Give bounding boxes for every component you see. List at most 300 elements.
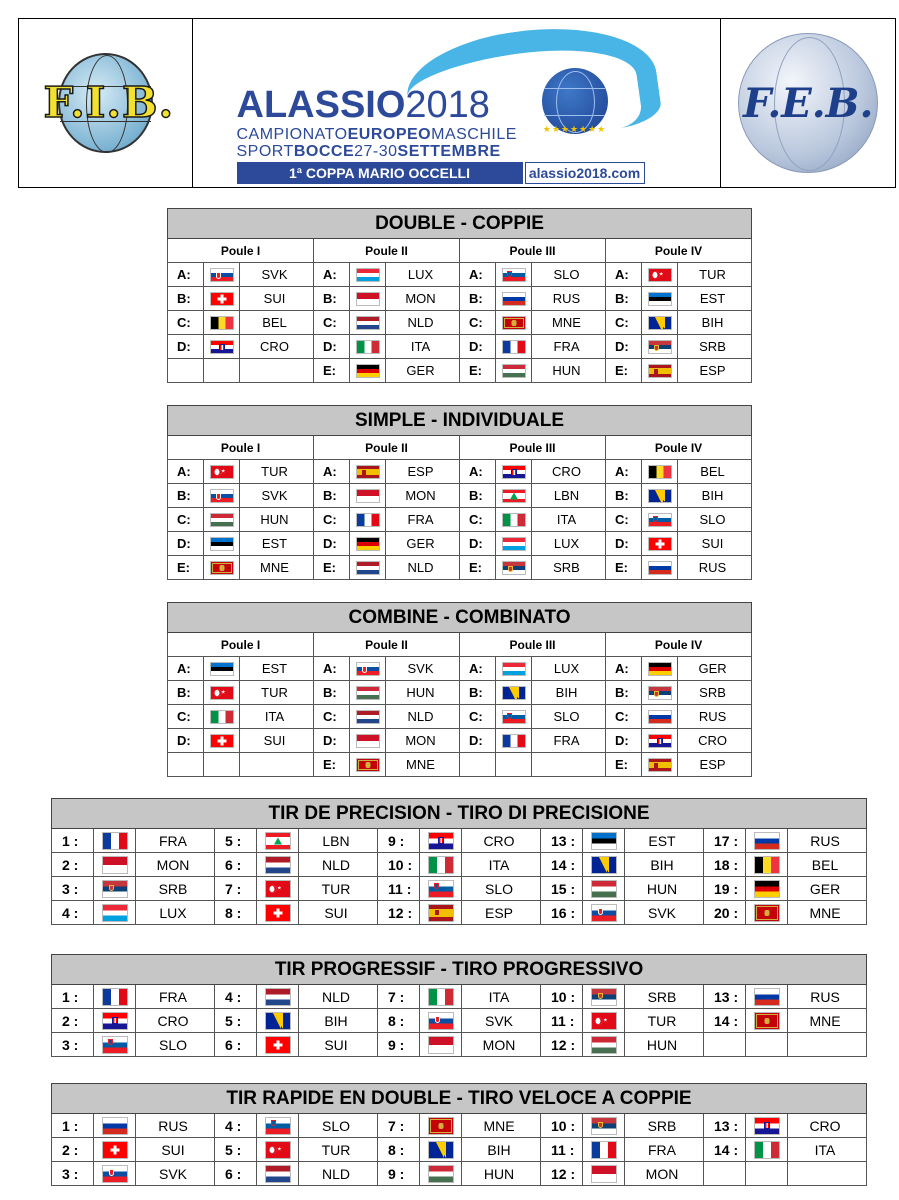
slot-label: B: [168,681,204,705]
country-code: NLD [386,311,460,335]
country-code: MNE [532,311,606,335]
country-code: BIH [299,1009,378,1033]
slot-label: E: [606,359,642,383]
flag-cell [496,657,532,681]
rank-label: 4 : [215,985,257,1009]
tir-table [51,954,867,1057]
country-code: ITA [462,985,541,1009]
country-code: TUR [240,460,314,484]
flag-cell [642,532,678,556]
country-code: LBN [532,484,606,508]
flag-cell [350,705,386,729]
flag-cell [583,1114,625,1138]
country-code: BEL [678,460,752,484]
flag-cell [642,484,678,508]
slot-label: A: [606,657,642,681]
flag-cell [204,335,240,359]
flag-cell [420,1033,462,1057]
slot-label: E: [314,359,350,383]
country-code: MNE [462,1114,541,1138]
country-code: SLO [532,263,606,287]
country-code: BEL [788,853,867,877]
event-logo-cell [193,19,722,187]
rank-label: 19 : [704,877,746,901]
country-code: SVK [240,484,314,508]
table-row [168,508,752,532]
flag-cell [583,853,625,877]
slot-label: B: [168,484,204,508]
country-code: FRA [136,829,215,853]
flag-mon-icon [356,489,380,503]
country-code: SUI [240,729,314,753]
country-code: RUS [788,985,867,1009]
flag-esp-icon [356,465,380,479]
flag-cell [257,1162,299,1186]
slot-label [460,753,496,777]
rank-label: 1 : [52,829,94,853]
flag-bih-icon [265,1012,291,1030]
flag-cell [496,508,532,532]
slot-label: E: [460,359,496,383]
table-row [168,556,752,580]
flag-cell [204,359,240,383]
flag-cell [94,853,136,877]
flag-cell [420,829,462,853]
flag-cell [746,829,788,853]
slot-label: C: [460,508,496,532]
slot-label: D: [460,729,496,753]
flag-lux-icon [356,268,380,282]
flag-cell [204,556,240,580]
rank-label: 9 : [378,1162,420,1186]
flag-cell [496,460,532,484]
rank-label: 11 : [378,877,420,901]
poule-header: Poule I [168,239,314,263]
country-code: TUR [240,681,314,705]
country-code: ITA [532,508,606,532]
flag-hun-icon [591,1036,617,1054]
flag-srb-icon [591,988,617,1006]
flag-srb-icon [102,880,128,898]
rank-label: 13 : [704,1114,746,1138]
flag-cell [257,1138,299,1162]
flag-cell [257,877,299,901]
table-row [168,460,752,484]
country-code: RUS [136,1114,215,1138]
poule-header: Poule I [168,436,314,460]
flag-mne-icon [210,561,234,575]
flag-cell [350,556,386,580]
header-banner [18,18,896,188]
country-code: SLO [299,1114,378,1138]
country-code: LUX [386,263,460,287]
flag-cell [496,681,532,705]
rank-label: 10 : [378,853,420,877]
flag-cell [420,853,462,877]
country-code: ITA [462,853,541,877]
flag-cro-icon [102,1012,128,1030]
feb-logo-cell [721,19,895,187]
slot-label: B: [314,484,350,508]
flag-cro-icon [210,340,234,354]
flag-rus-icon [754,832,780,850]
slot-label [168,359,204,383]
flag-srb-icon [648,340,672,354]
flag-cell [496,287,532,311]
flag-svk-icon [210,489,234,503]
flag-cell [496,335,532,359]
slot-label: B: [314,287,350,311]
country-code: FRA [625,1138,704,1162]
flag-cell [257,901,299,925]
country-code: CRO [136,1009,215,1033]
flag-bih-icon [428,1141,454,1159]
flag-cell [204,729,240,753]
flag-cell [496,359,532,383]
flag-cell [642,753,678,777]
flag-cell [257,1033,299,1057]
table-row [168,287,752,311]
slot-label: D: [460,532,496,556]
flag-cell [642,359,678,383]
poule-table [167,405,752,580]
country-code: HUN [386,681,460,705]
flag-cell [746,853,788,877]
flag-lux-icon [502,662,526,676]
country-code: MNE [788,1009,867,1033]
flag-mon-icon [428,1036,454,1054]
flag-cell [420,901,462,925]
flag-rus-icon [502,292,526,306]
rank-label: 6 : [215,853,257,877]
country-code: BIH [625,853,704,877]
rank-label: 9 : [378,1033,420,1057]
rank-label: 7 : [378,985,420,1009]
slot-label: C: [314,705,350,729]
poule-header: Poule IV [606,239,752,263]
poule-header: Poule II [314,633,460,657]
rank-label: 5 : [215,1009,257,1033]
flag-cell [94,1138,136,1162]
country-code: MON [136,853,215,877]
flag-tur-icon: ★ [265,880,291,898]
rank-label: 7 : [378,1114,420,1138]
slot-label: A: [460,263,496,287]
table-row [168,657,752,681]
flag-cell [204,657,240,681]
flag-tur-icon: ★ [210,465,234,479]
flag-cell [583,901,625,925]
slot-label: C: [606,705,642,729]
flag-slo-icon [502,268,526,282]
flag-cell [257,853,299,877]
country-code: NLD [299,1162,378,1186]
flag-cell [583,1162,625,1186]
fib-logo-text: F.I.B. [43,78,175,127]
country-code: EST [240,657,314,681]
flag-svk-icon [591,904,617,922]
flag-cell [420,1009,462,1033]
rank-label: 4 : [52,901,94,925]
country-code: HUN [240,508,314,532]
flag-cell [204,681,240,705]
slot-label: A: [314,460,350,484]
flag-bih-icon [648,316,672,330]
flag-srb-icon [648,686,672,700]
slot-label: B: [314,681,350,705]
flag-cell [420,1138,462,1162]
country-code: SRB [532,556,606,580]
country-code: SLO [462,877,541,901]
flag-est-icon [591,832,617,850]
country-code: ITA [788,1138,867,1162]
fib-logo [20,48,190,158]
flag-ita-icon [428,988,454,1006]
slot-label: A: [314,263,350,287]
flag-cell [746,1033,788,1057]
slot-label: E: [460,556,496,580]
flag-lux-icon [102,904,128,922]
tir-table [51,1083,867,1186]
rank-label: 14 : [704,1138,746,1162]
country-code: CRO [532,460,606,484]
slot-label: E: [314,753,350,777]
rank-label: 12 : [541,1033,583,1057]
slot-label: E: [314,556,350,580]
country-code [240,753,314,777]
flag-hun-icon [210,513,234,527]
slot-label: D: [168,335,204,359]
country-code: SRB [625,985,704,1009]
flag-cell [94,1162,136,1186]
country-code: NLD [299,985,378,1009]
flag-cell [350,359,386,383]
rank-label: 14 : [704,1009,746,1033]
flag-mne-icon [356,758,380,772]
flag-cell [94,1009,136,1033]
rank-label: 13 : [704,985,746,1009]
country-code: SRB [625,1114,704,1138]
flag-ger-icon [356,537,380,551]
table-row [168,359,752,383]
flag-cell [204,705,240,729]
poule-header: Poule II [314,239,460,263]
flag-bel-icon [210,316,234,330]
rank-label: 8 : [378,1009,420,1033]
flag-cell [204,508,240,532]
slot-label: D: [460,335,496,359]
country-code: LUX [532,532,606,556]
flag-cell [204,753,240,777]
country-code: TUR [299,877,378,901]
country-code: TUR [299,1138,378,1162]
flag-cro-icon [502,465,526,479]
slot-label: A: [460,460,496,484]
table-row [168,681,752,705]
flag-cro-icon [648,734,672,748]
flag-mne-icon [428,1117,454,1135]
flag-cell [583,1033,625,1057]
country-code: MNE [788,901,867,925]
flag-hun-icon [356,686,380,700]
flag-ita-icon [428,856,454,874]
flag-cell [642,263,678,287]
flag-cell [350,335,386,359]
poule-table [167,602,752,777]
country-code [532,753,606,777]
flag-mne-icon [754,1012,780,1030]
flag-nld-icon [265,1165,291,1183]
flag-cell [350,681,386,705]
table-row [52,1138,867,1162]
flag-tur-icon: ★ [648,268,672,282]
flag-cell [204,532,240,556]
country-code: LUX [136,901,215,925]
country-code [240,359,314,383]
flag-slo-icon [428,880,454,898]
country-code: SVK [625,901,704,925]
flag-cell [496,729,532,753]
rank-label: 1 : [52,1114,94,1138]
flag-hun-icon [502,364,526,378]
flag-cell [583,985,625,1009]
country-code: GER [678,657,752,681]
flag-nld-icon [265,856,291,874]
flag-cell [350,753,386,777]
rank-label: 9 : [378,829,420,853]
flag-cell [257,1114,299,1138]
country-code: SRB [678,681,752,705]
flag-bih-icon [502,686,526,700]
flag-cell [350,729,386,753]
flag-cell [204,287,240,311]
rank-label: 4 : [215,1114,257,1138]
flag-ger-icon [356,364,380,378]
flag-hun-icon [591,880,617,898]
poule-header: Poule IV [606,436,752,460]
slot-label: D: [606,532,642,556]
country-code: MON [386,484,460,508]
flag-slo-icon [648,513,672,527]
country-code: FRA [386,508,460,532]
slot-label: E: [168,556,204,580]
flag-fra-icon [502,340,526,354]
rank-label: 14 : [541,853,583,877]
rank-label: 18 : [704,853,746,877]
flag-cell [496,311,532,335]
rank-label: 13 : [541,829,583,853]
slot-label: B: [168,287,204,311]
flag-cell [94,877,136,901]
flag-sui-icon [265,904,291,922]
country-code: SUI [678,532,752,556]
flag-cell [583,829,625,853]
rank-label: 12 : [378,901,420,925]
slot-label: A: [606,263,642,287]
cup-banner: 1ª COPPA MARIO OCCELLI [237,162,523,184]
rank-label: 1 : [52,985,94,1009]
rank-label: 2 : [52,1138,94,1162]
tir-table [51,798,867,925]
slot-label: D: [606,729,642,753]
flag-cell [350,311,386,335]
rank-label: 6 : [215,1162,257,1186]
country-code: SLO [136,1033,215,1057]
rank-label: 20 : [704,901,746,925]
feb-logo [738,33,878,173]
table-row [168,484,752,508]
flag-cell [583,1009,625,1033]
rank-label [704,1033,746,1057]
slot-label: A: [168,263,204,287]
flag-cro-icon [428,832,454,850]
country-code: SRB [678,335,752,359]
flag-est-icon [210,537,234,551]
flag-cell [204,460,240,484]
flag-cell [420,1114,462,1138]
country-code: NLD [299,853,378,877]
slot-label: C: [168,705,204,729]
country-code: LUX [532,657,606,681]
flag-mon-icon [356,734,380,748]
flag-esp-icon [648,758,672,772]
table-title: SIMPLE - INDIVIDUALE [168,406,752,436]
flag-cell [496,484,532,508]
flag-ita-icon [754,1141,780,1159]
flag-cell [642,508,678,532]
country-code: EST [240,532,314,556]
poule-header: Poule III [460,436,606,460]
table-row [52,1033,867,1057]
country-code: CRO [240,335,314,359]
flag-cell [746,985,788,1009]
country-code: MON [386,287,460,311]
flag-sui-icon [102,1141,128,1159]
flag-cro-icon [754,1117,780,1135]
flag-cell [496,556,532,580]
poule-header: Poule III [460,633,606,657]
country-code: BEL [240,311,314,335]
poule-header: Poule III [460,239,606,263]
flag-cell [257,829,299,853]
event-subtitle: CAMPIONATOEUROPEOMASCHILE [236,126,517,143]
flag-cell [420,877,462,901]
table-row [52,985,867,1009]
rank-label: 5 : [215,1138,257,1162]
table-row [168,729,752,753]
country-code: RUS [532,287,606,311]
flag-cell [350,657,386,681]
slot-label: C: [606,311,642,335]
event-website: alassio2018.com [525,162,645,184]
flag-ger-icon [754,880,780,898]
flag-slo-icon [265,1117,291,1135]
slot-label: B: [460,484,496,508]
country-code: SLO [532,705,606,729]
slot-label: B: [460,287,496,311]
flag-cell [350,508,386,532]
country-code: HUN [462,1162,541,1186]
country-code: ESP [462,901,541,925]
country-code: RUS [678,705,752,729]
flag-mon-icon [356,292,380,306]
country-code: MNE [240,556,314,580]
country-code: TUR [625,1009,704,1033]
flag-cell [642,657,678,681]
table-row [52,877,867,901]
country-code: RUS [788,829,867,853]
flag-tur-icon: ★ [591,1012,617,1030]
